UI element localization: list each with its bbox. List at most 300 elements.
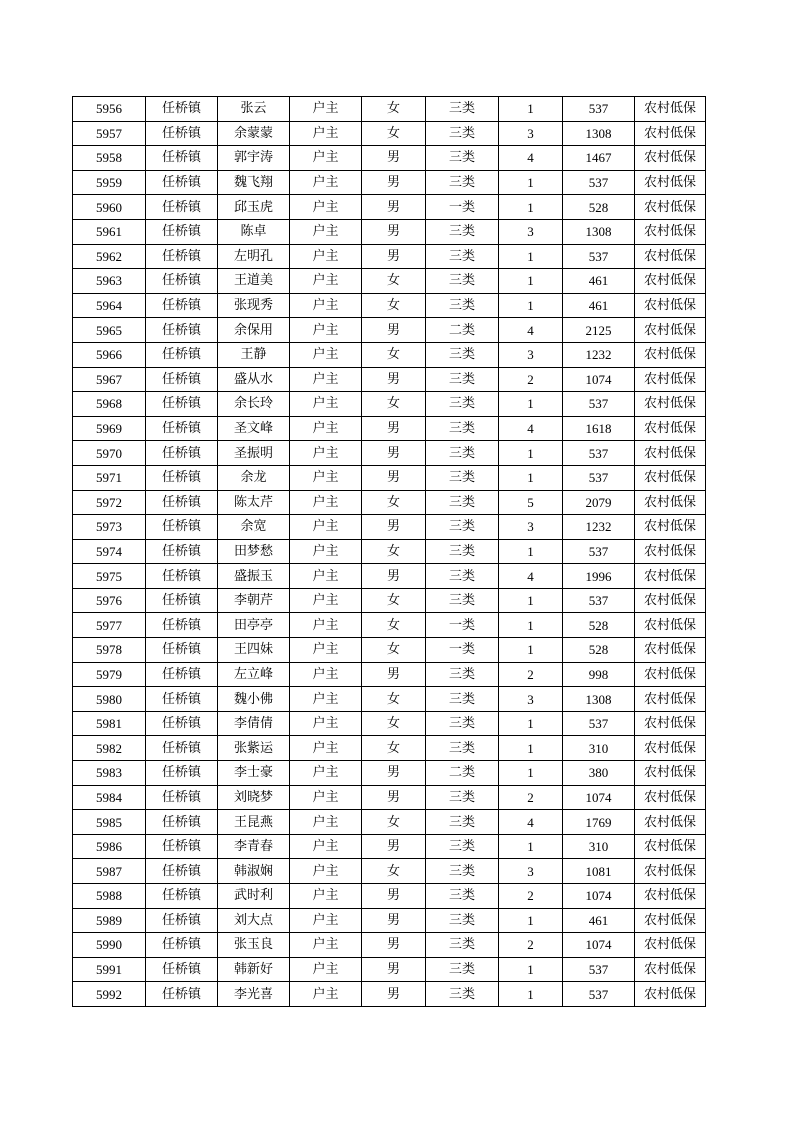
serial-number-cell: 5985 [73,810,146,835]
table-row [73,933,706,958]
household-size-cell: 2 [499,785,563,810]
table-row [73,367,706,392]
name-cell: 李光喜 [218,982,290,1007]
name-cell: 左立峰 [218,662,290,687]
category-cell: 三类 [426,367,499,392]
name-cell: 余宽 [218,515,290,540]
township-cell: 任桥镇 [146,416,218,441]
table-row [73,785,706,810]
aid-type-cell: 农村低保 [635,785,706,810]
name-cell: 韩淑娴 [218,859,290,884]
household-size-cell: 2 [499,662,563,687]
aid-type-cell: 农村低保 [635,367,706,392]
relation-cell: 户主 [290,539,362,564]
table-row [73,392,706,417]
category-cell: 三类 [426,269,499,294]
household-size-cell: 1 [499,736,563,761]
serial-number-cell: 5984 [73,785,146,810]
category-cell: 三类 [426,564,499,589]
household-size-cell: 3 [499,859,563,884]
table-row [73,318,706,343]
gender-cell: 男 [362,884,426,909]
name-cell: 李朝芹 [218,588,290,613]
township-cell: 任桥镇 [146,736,218,761]
relation-cell: 户主 [290,293,362,318]
relation-cell: 户主 [290,342,362,367]
aid-type-cell: 农村低保 [635,416,706,441]
household-size-cell: 1 [499,638,563,663]
aid-type-cell: 农村低保 [635,219,706,244]
category-cell: 三类 [426,342,499,367]
category-cell: 三类 [426,170,499,195]
amount-cell: 461 [563,908,635,933]
aid-type-cell: 农村低保 [635,982,706,1007]
gender-cell: 女 [362,121,426,146]
category-cell: 三类 [426,588,499,613]
aid-type-cell: 农村低保 [635,564,706,589]
township-cell: 任桥镇 [146,244,218,269]
amount-cell: 528 [563,638,635,663]
aid-type-cell: 农村低保 [635,465,706,490]
amount-cell: 537 [563,711,635,736]
aid-type-cell: 农村低保 [635,441,706,466]
aid-type-cell: 农村低保 [635,662,706,687]
amount-cell: 1074 [563,367,635,392]
category-cell: 三类 [426,416,499,441]
serial-number-cell: 5972 [73,490,146,515]
serial-number-cell: 5958 [73,146,146,171]
relation-cell: 户主 [290,441,362,466]
aid-type-cell: 农村低保 [635,908,706,933]
household-size-cell: 4 [499,416,563,441]
household-size-cell: 1 [499,982,563,1007]
township-cell: 任桥镇 [146,884,218,909]
aid-type-cell: 农村低保 [635,318,706,343]
aid-type-cell: 农村低保 [635,957,706,982]
gender-cell: 男 [362,318,426,343]
gender-cell: 女 [362,342,426,367]
name-cell: 盛振玉 [218,564,290,589]
table-row [73,121,706,146]
household-size-cell: 1 [499,170,563,195]
name-cell: 李士豪 [218,761,290,786]
name-cell: 李青春 [218,834,290,859]
aid-type-cell: 农村低保 [635,834,706,859]
household-size-cell: 1 [499,588,563,613]
relation-cell: 户主 [290,490,362,515]
relation-cell: 户主 [290,392,362,417]
serial-number-cell: 5963 [73,269,146,294]
relation-cell: 户主 [290,219,362,244]
serial-number-cell: 5962 [73,244,146,269]
table-row [73,982,706,1007]
aid-type-cell: 农村低保 [635,97,706,122]
household-size-cell: 4 [499,146,563,171]
relation-cell: 户主 [290,588,362,613]
gender-cell: 男 [362,515,426,540]
gender-cell: 男 [362,933,426,958]
household-size-cell: 1 [499,539,563,564]
household-size-cell: 1 [499,957,563,982]
township-cell: 任桥镇 [146,810,218,835]
amount-cell: 310 [563,834,635,859]
table-row [73,293,706,318]
name-cell: 王昆燕 [218,810,290,835]
amount-cell: 1074 [563,785,635,810]
table-row [73,195,706,220]
serial-number-cell: 5960 [73,195,146,220]
name-cell: 邱玉虎 [218,195,290,220]
name-cell: 田梦愁 [218,539,290,564]
township-cell: 任桥镇 [146,564,218,589]
name-cell: 圣振明 [218,441,290,466]
table-row [73,219,706,244]
relation-cell: 户主 [290,613,362,638]
serial-number-cell: 5956 [73,97,146,122]
township-cell: 任桥镇 [146,490,218,515]
gender-cell: 男 [362,244,426,269]
township-cell: 任桥镇 [146,269,218,294]
records-body [73,97,706,1007]
category-cell: 三类 [426,244,499,269]
table-row [73,244,706,269]
table-row [73,441,706,466]
relation-cell: 户主 [290,97,362,122]
gender-cell: 男 [362,564,426,589]
township-cell: 任桥镇 [146,318,218,343]
category-cell: 一类 [426,195,499,220]
name-cell: 魏飞翔 [218,170,290,195]
serial-number-cell: 5957 [73,121,146,146]
category-cell: 三类 [426,711,499,736]
category-cell: 二类 [426,318,499,343]
household-size-cell: 2 [499,884,563,909]
table-row [73,146,706,171]
relation-cell: 户主 [290,933,362,958]
amount-cell: 1467 [563,146,635,171]
category-cell: 三类 [426,859,499,884]
aid-type-cell: 农村低保 [635,711,706,736]
gender-cell: 女 [362,613,426,638]
township-cell: 任桥镇 [146,342,218,367]
table-row [73,638,706,663]
serial-number-cell: 5969 [73,416,146,441]
township-cell: 任桥镇 [146,662,218,687]
table-row [73,342,706,367]
table-row [73,957,706,982]
township-cell: 任桥镇 [146,515,218,540]
category-cell: 二类 [426,761,499,786]
category-cell: 三类 [426,515,499,540]
amount-cell: 1081 [563,859,635,884]
amount-cell: 537 [563,170,635,195]
gender-cell: 女 [362,810,426,835]
household-size-cell: 3 [499,219,563,244]
amount-cell: 537 [563,441,635,466]
relation-cell: 户主 [290,515,362,540]
relation-cell: 户主 [290,834,362,859]
township-cell: 任桥镇 [146,638,218,663]
name-cell: 张玉良 [218,933,290,958]
township-cell: 任桥镇 [146,711,218,736]
gender-cell: 男 [362,416,426,441]
aid-type-cell: 农村低保 [635,515,706,540]
serial-number-cell: 5983 [73,761,146,786]
relation-cell: 户主 [290,761,362,786]
township-cell: 任桥镇 [146,785,218,810]
aid-type-cell: 农村低保 [635,810,706,835]
category-cell: 三类 [426,785,499,810]
gender-cell: 女 [362,736,426,761]
household-size-cell: 2 [499,933,563,958]
household-size-cell: 1 [499,244,563,269]
table-row [73,588,706,613]
household-size-cell: 1 [499,293,563,318]
amount-cell: 461 [563,269,635,294]
category-cell: 三类 [426,884,499,909]
township-cell: 任桥镇 [146,367,218,392]
amount-cell: 1232 [563,515,635,540]
gender-cell: 男 [362,170,426,195]
township-cell: 任桥镇 [146,441,218,466]
gender-cell: 女 [362,293,426,318]
serial-number-cell: 5965 [73,318,146,343]
relation-cell: 户主 [290,687,362,712]
name-cell: 张云 [218,97,290,122]
table-row [73,515,706,540]
township-cell: 任桥镇 [146,539,218,564]
relation-cell: 户主 [290,785,362,810]
relation-cell: 户主 [290,244,362,269]
category-cell: 三类 [426,662,499,687]
amount-cell: 537 [563,982,635,1007]
township-cell: 任桥镇 [146,957,218,982]
amount-cell: 1308 [563,687,635,712]
amount-cell: 537 [563,465,635,490]
relation-cell: 户主 [290,859,362,884]
serial-number-cell: 5981 [73,711,146,736]
serial-number-cell: 5992 [73,982,146,1007]
category-cell: 三类 [426,392,499,417]
category-cell: 三类 [426,441,499,466]
township-cell: 任桥镇 [146,982,218,1007]
serial-number-cell: 5979 [73,662,146,687]
category-cell: 三类 [426,121,499,146]
serial-number-cell: 5989 [73,908,146,933]
relation-cell: 户主 [290,465,362,490]
name-cell: 盛从水 [218,367,290,392]
name-cell: 陈卓 [218,219,290,244]
category-cell: 三类 [426,933,499,958]
serial-number-cell: 5991 [73,957,146,982]
table-row [73,97,706,122]
relation-cell: 户主 [290,121,362,146]
table-row [73,810,706,835]
serial-number-cell: 5964 [73,293,146,318]
household-size-cell: 1 [499,834,563,859]
household-size-cell: 2 [499,367,563,392]
relation-cell: 户主 [290,908,362,933]
gender-cell: 男 [362,982,426,1007]
gender-cell: 女 [362,859,426,884]
amount-cell: 1074 [563,933,635,958]
name-cell: 左明孔 [218,244,290,269]
aid-type-cell: 农村低保 [635,342,706,367]
gender-cell: 女 [362,588,426,613]
name-cell: 郭宇涛 [218,146,290,171]
category-cell: 三类 [426,490,499,515]
gender-cell: 男 [362,761,426,786]
gender-cell: 男 [362,367,426,392]
gender-cell: 女 [362,711,426,736]
amount-cell: 461 [563,293,635,318]
name-cell: 武时利 [218,884,290,909]
relation-cell: 户主 [290,367,362,392]
gender-cell: 男 [362,785,426,810]
amount-cell: 537 [563,97,635,122]
relation-cell: 户主 [290,810,362,835]
gender-cell: 女 [362,687,426,712]
serial-number-cell: 5974 [73,539,146,564]
township-cell: 任桥镇 [146,588,218,613]
aid-type-cell: 农村低保 [635,121,706,146]
household-size-cell: 3 [499,515,563,540]
table-row [73,859,706,884]
aid-type-cell: 农村低保 [635,293,706,318]
category-cell: 三类 [426,539,499,564]
household-size-cell: 3 [499,687,563,712]
township-cell: 任桥镇 [146,293,218,318]
serial-number-cell: 5976 [73,588,146,613]
gender-cell: 男 [362,441,426,466]
relation-cell: 户主 [290,711,362,736]
name-cell: 陈太芹 [218,490,290,515]
name-cell: 刘大点 [218,908,290,933]
township-cell: 任桥镇 [146,613,218,638]
relation-cell: 户主 [290,318,362,343]
amount-cell: 1308 [563,121,635,146]
name-cell: 余蒙蒙 [218,121,290,146]
category-cell: 三类 [426,293,499,318]
amount-cell: 1074 [563,884,635,909]
name-cell: 韩新好 [218,957,290,982]
table-row [73,736,706,761]
aid-type-cell: 农村低保 [635,638,706,663]
gender-cell: 男 [362,957,426,982]
household-size-cell: 1 [499,195,563,220]
gender-cell: 女 [362,490,426,515]
amount-cell: 2079 [563,490,635,515]
serial-number-cell: 5988 [73,884,146,909]
gender-cell: 男 [362,195,426,220]
amount-cell: 528 [563,195,635,220]
amount-cell: 2125 [563,318,635,343]
serial-number-cell: 5966 [73,342,146,367]
relation-cell: 户主 [290,195,362,220]
relation-cell: 户主 [290,638,362,663]
table-row [73,416,706,441]
table-row [73,269,706,294]
amount-cell: 998 [563,662,635,687]
township-cell: 任桥镇 [146,392,218,417]
relation-cell: 户主 [290,564,362,589]
amount-cell: 310 [563,736,635,761]
gender-cell: 女 [362,269,426,294]
serial-number-cell: 5970 [73,441,146,466]
relation-cell: 户主 [290,170,362,195]
table-row [73,761,706,786]
aid-type-cell: 农村低保 [635,244,706,269]
township-cell: 任桥镇 [146,859,218,884]
category-cell: 三类 [426,465,499,490]
category-cell: 三类 [426,810,499,835]
table-row [73,711,706,736]
aid-type-cell: 农村低保 [635,933,706,958]
township-cell: 任桥镇 [146,834,218,859]
name-cell: 刘晓梦 [218,785,290,810]
table-row [73,662,706,687]
amount-cell: 537 [563,244,635,269]
township-cell: 任桥镇 [146,933,218,958]
aid-type-cell: 农村低保 [635,884,706,909]
table-row [73,908,706,933]
table-row [73,170,706,195]
name-cell: 田亭亭 [218,613,290,638]
table-row [73,465,706,490]
table-row [73,564,706,589]
aid-type-cell: 农村低保 [635,146,706,171]
name-cell: 李倩倩 [218,711,290,736]
township-cell: 任桥镇 [146,465,218,490]
amount-cell: 1769 [563,810,635,835]
name-cell: 余龙 [218,465,290,490]
household-size-cell: 4 [499,810,563,835]
amount-cell: 1996 [563,564,635,589]
township-cell: 任桥镇 [146,908,218,933]
name-cell: 魏小佛 [218,687,290,712]
category-cell: 三类 [426,687,499,712]
serial-number-cell: 5990 [73,933,146,958]
amount-cell: 537 [563,392,635,417]
table-row [73,490,706,515]
aid-type-cell: 农村低保 [635,269,706,294]
table-row [73,613,706,638]
gender-cell: 女 [362,392,426,417]
gender-cell: 女 [362,638,426,663]
serial-number-cell: 5982 [73,736,146,761]
serial-number-cell: 5977 [73,613,146,638]
household-size-cell: 3 [499,121,563,146]
category-cell: 三类 [426,97,499,122]
name-cell: 圣文峰 [218,416,290,441]
name-cell: 王道美 [218,269,290,294]
name-cell: 张紫运 [218,736,290,761]
relation-cell: 户主 [290,146,362,171]
relation-cell: 户主 [290,269,362,294]
household-size-cell: 3 [499,342,563,367]
household-size-cell: 1 [499,97,563,122]
township-cell: 任桥镇 [146,761,218,786]
table-row [73,884,706,909]
serial-number-cell: 5980 [73,687,146,712]
gender-cell: 男 [362,908,426,933]
category-cell: 一类 [426,638,499,663]
relation-cell: 户主 [290,982,362,1007]
household-size-cell: 5 [499,490,563,515]
table-row [73,834,706,859]
gender-cell: 男 [362,834,426,859]
relation-cell: 户主 [290,736,362,761]
